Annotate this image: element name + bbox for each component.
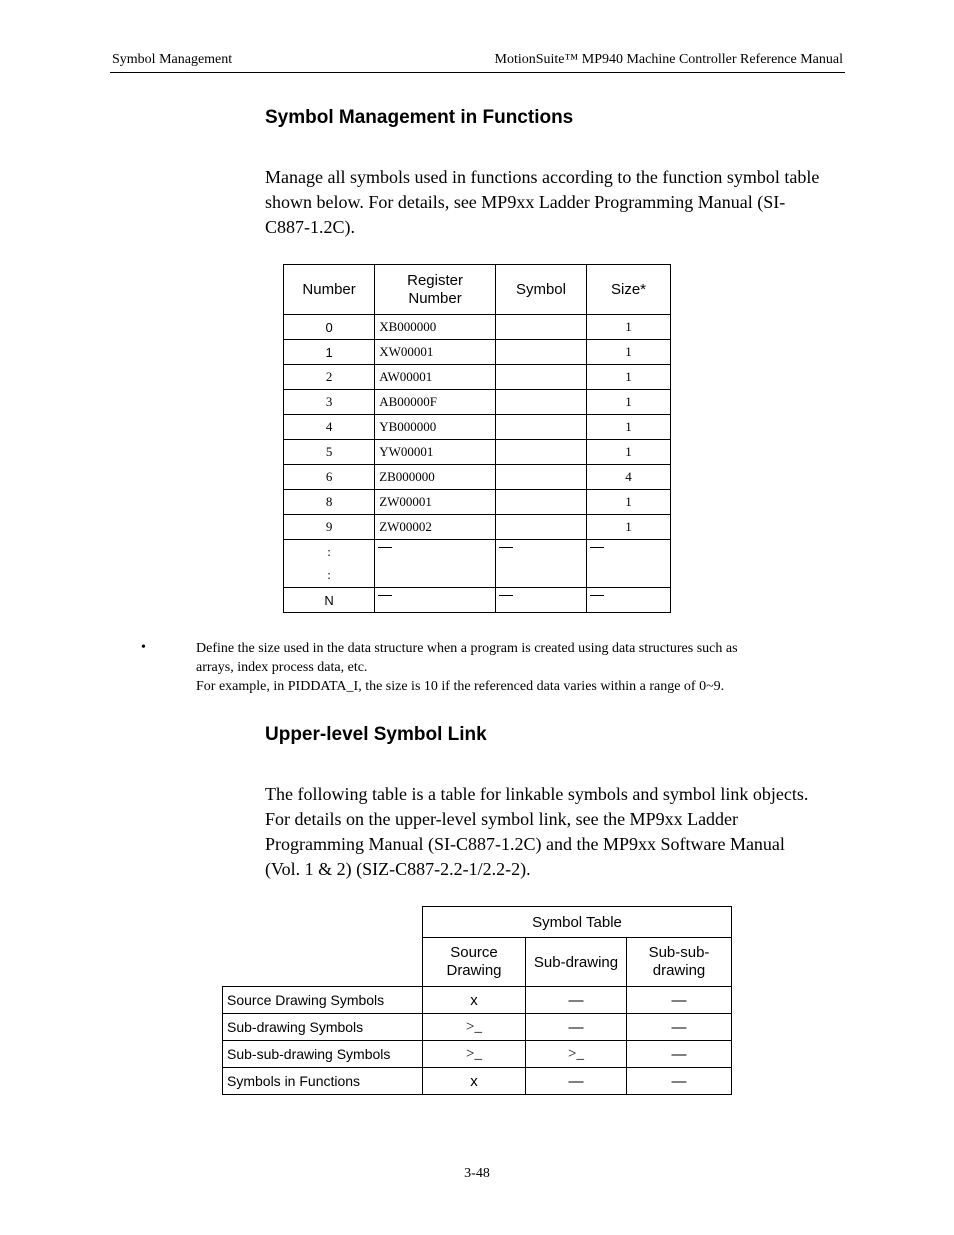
cell-link-mark: >_ <box>526 1041 627 1068</box>
section-title-symbol-management: Symbol Management in Functions <box>265 107 574 128</box>
cell-symbol <box>495 540 586 588</box>
cell-number: 4 <box>284 415 375 440</box>
table-row <box>284 340 671 365</box>
dash-mark <box>499 595 513 596</box>
cell-symbol <box>495 365 586 390</box>
cell-size: 1 <box>587 440 671 465</box>
section-title-upper-level-link: Upper-level Symbol Link <box>265 724 487 745</box>
row-label: Source Drawing Symbols <box>223 987 423 1014</box>
cell-number: 9 <box>284 515 375 540</box>
section1-paragraph <box>265 165 845 240</box>
dash-mark <box>590 547 604 548</box>
header-register-number <box>375 265 496 315</box>
cell-link-mark: — <box>526 1068 627 1095</box>
cell-register <box>375 540 496 588</box>
cell-symbol <box>495 315 586 340</box>
cell-symbol <box>495 415 586 440</box>
cell-register: ZW00002 <box>375 515 496 540</box>
cell-link-mark: x <box>423 1068 526 1095</box>
header-line: Number <box>408 289 462 307</box>
cell-size: 1 <box>587 515 671 540</box>
cell-register: AB00000F <box>375 390 496 415</box>
table-row <box>284 415 671 440</box>
table-row-ellipsis <box>284 540 671 588</box>
header-sub-sub-drawing <box>627 938 732 987</box>
row-label: Symbols in Functions <box>223 1068 423 1095</box>
cell-size: 1 <box>587 390 671 415</box>
cell-link-mark: — <box>526 1014 627 1041</box>
section2-paragraph <box>265 782 845 882</box>
header-symbol-table: Symbol Table <box>423 907 732 938</box>
table-row <box>223 1014 732 1041</box>
header-number: Number <box>284 265 375 315</box>
cell-size <box>587 540 671 588</box>
cell-symbol <box>495 390 586 415</box>
cell-size <box>587 588 671 613</box>
cell-register: YW00001 <box>375 440 496 465</box>
blank-corner <box>223 907 423 938</box>
table-row <box>223 1041 732 1068</box>
header-source-drawing <box>423 938 526 987</box>
cell-symbol <box>495 465 586 490</box>
cell-number: 0 <box>284 315 375 340</box>
ellipsis-mark: : <box>327 567 331 582</box>
note-bullet: • <box>141 640 146 655</box>
symbol-link-table <box>222 906 732 1095</box>
header-sub-drawing: Sub-drawing <box>526 938 627 987</box>
cell-register: XW00001 <box>375 340 496 365</box>
cell-register: XB000000 <box>375 315 496 340</box>
cell-symbol <box>495 490 586 515</box>
cell-number: 5 <box>284 440 375 465</box>
cell-symbol <box>495 515 586 540</box>
cell-size: 1 <box>587 340 671 365</box>
dash-mark <box>378 547 392 548</box>
table-row <box>284 515 671 540</box>
dash-mark <box>378 595 392 596</box>
cell-link-mark: x <box>423 987 526 1014</box>
running-header-left: Symbol Management <box>112 52 233 67</box>
table-header-row <box>284 265 671 315</box>
cell-link-mark: — <box>627 1041 732 1068</box>
cell-link-mark: >_ <box>423 1041 526 1068</box>
page-number: 3-48 <box>464 1166 490 1181</box>
cell-number: 2 <box>284 365 375 390</box>
cell-symbol <box>495 340 586 365</box>
paragraph-line: Programming Manual (SI-C887-1.2C) and the MP9xx Software Manual <box>265 834 785 854</box>
cell-symbol <box>495 588 586 613</box>
cell-link-mark: >_ <box>423 1014 526 1041</box>
cell-register: AW00001 <box>375 365 496 390</box>
paragraph-line: Manage all symbols used in functions according to the function symbol table <box>265 167 820 187</box>
header-rule <box>110 72 845 73</box>
cell-number: 3 <box>284 390 375 415</box>
blank-corner <box>223 938 423 987</box>
cell-register: ZB000000 <box>375 465 496 490</box>
dash-mark <box>499 547 513 548</box>
cell-number: 1 <box>284 340 375 365</box>
cell-link-mark: — <box>526 987 627 1014</box>
note-line: For example, in PIDDATA_I, the size is 10 if the referenced data varies within a range of 0~9. <box>196 679 725 694</box>
cell-number: 6 <box>284 465 375 490</box>
cell-symbol <box>495 440 586 465</box>
header-line: Register <box>407 271 463 289</box>
note-line: Define the size used in the data structure when a program is created using data structures such as <box>196 641 738 656</box>
cell-size: 1 <box>587 490 671 515</box>
table-row <box>223 1068 732 1095</box>
header-line: Sub-sub- <box>648 944 710 961</box>
row-label: Sub-sub-drawing Symbols <box>223 1041 423 1068</box>
cell-size: 1 <box>587 415 671 440</box>
header-size: Size* <box>587 265 671 315</box>
row-label: Sub-drawing Symbols <box>223 1014 423 1041</box>
dash-mark <box>590 595 604 596</box>
running-header-right: MotionSuite™ MP940 Machine Controller Reference Manual <box>494 52 843 67</box>
table-row <box>284 490 671 515</box>
paragraph-line: For details on the upper-level symbol link, see the MP9xx Ladder <box>265 809 739 829</box>
cell-link-mark: — <box>627 1068 732 1095</box>
header-line: drawing <box>652 962 706 979</box>
table-row-last <box>284 588 671 613</box>
table-row <box>284 390 671 415</box>
note-line: arrays, index process data, etc. <box>196 660 368 675</box>
cell-number: 8 <box>284 490 375 515</box>
table-row <box>284 315 671 340</box>
cell-number-ellipsis <box>284 540 375 588</box>
cell-size: 1 <box>587 315 671 340</box>
header-symbol: Symbol <box>495 265 586 315</box>
cell-size: 4 <box>587 465 671 490</box>
header-line: Source <box>450 944 498 961</box>
table-row <box>284 440 671 465</box>
header-line: Drawing <box>446 962 502 979</box>
cell-register <box>375 588 496 613</box>
function-symbol-table <box>283 264 671 613</box>
column-header-row <box>223 938 732 987</box>
ellipsis-mark: : <box>327 544 331 559</box>
paragraph-line: shown below. For details, see MP9xx Ladder Programming Manual (SI- <box>265 192 786 212</box>
cell-register: ZW00001 <box>375 490 496 515</box>
table-row <box>284 365 671 390</box>
cell-link-mark: — <box>627 1014 732 1041</box>
paragraph-line: The following table is a table for linkable symbols and symbol link objects. <box>265 784 809 804</box>
cell-register: YB000000 <box>375 415 496 440</box>
cell-number: N <box>284 588 375 613</box>
paragraph-line: C887-1.2C). <box>265 217 355 237</box>
cell-size: 1 <box>587 365 671 390</box>
group-header-row <box>223 907 732 938</box>
table-row <box>284 465 671 490</box>
size-footnote <box>196 639 816 696</box>
paragraph-line: (Vol. 1 & 2) (SIZ-C887-2.2-1/2.2-2). <box>265 859 531 879</box>
table-row <box>223 987 732 1014</box>
cell-link-mark: — <box>627 987 732 1014</box>
